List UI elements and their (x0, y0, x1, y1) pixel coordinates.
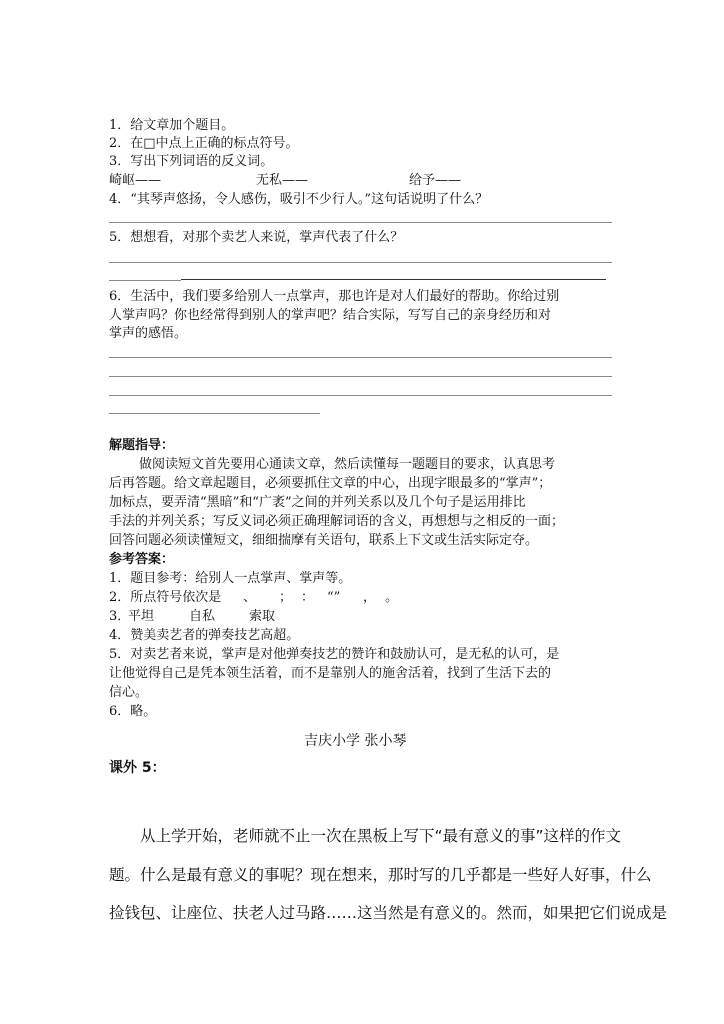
answer-5-line-3: 信心。 (109, 685, 149, 700)
answer-3-word-1: 平坦 (128, 609, 155, 624)
answer-3-prefix: 3． (109, 609, 131, 624)
guide-heading: 解题指导： (109, 438, 175, 453)
antonym-word-2: 无私—— (256, 173, 309, 188)
answers-heading: 参考答案： (109, 552, 175, 567)
question-3: 3．写出下列词语的反义词。 (109, 154, 274, 169)
question-5: 5．想想看，对那个卖艺人来说，掌声代表了什么？ (109, 230, 404, 245)
guide-line-5: 回答问题必须读懂短文，细细揣摩有关语句，联系上下文或生活实际定夺。 (109, 533, 539, 548)
punct-mark-2: ； (279, 590, 293, 605)
answer-line-q6-b (109, 376, 612, 377)
answer-line-q6-d (109, 413, 320, 414)
answer-6: 6．略。 (109, 704, 157, 719)
question-1: 1．给文章加个题目。 (109, 118, 235, 133)
antonym-word-1: 崎岖—— (109, 173, 162, 188)
answer-2 (109, 589, 429, 606)
punct-mark-5: ， (363, 590, 377, 605)
punct-mark-1: 、 (243, 590, 257, 605)
essay-line-1: 从上学开始，老师就不止一次在黑板上写下“最有意义的事”这样的作文 (140, 827, 622, 845)
answer-3 (109, 608, 349, 625)
antonym-word-3: 给予—— (409, 173, 462, 188)
punct-mark-3: ： (301, 590, 315, 605)
author-credit: 吉庆小学 张小琴 (304, 733, 407, 749)
question-4: 4．“其琴声悠扬，令人感伤，吸引不少行人。”这句话说明了什么？ (109, 192, 489, 207)
answer-line-q6-a (109, 357, 612, 358)
answer-line-q5-c (181, 279, 606, 280)
guide-line-1: 做阅读短文首先要用心通读文章，然后读懂每一题题目的要求，认真思考 (139, 457, 556, 472)
answer-line-q5-a (109, 262, 612, 263)
punct-mark-6: 。 (385, 590, 399, 605)
guide-line-2: 后再答题。给文章起题目，必须要抓住文章的中心，出现字眼最多的“掌声”； (109, 476, 552, 491)
guide-line-4: 手法的并列关系；写反义词必须正确理解词语的含义，再想想与之相反的一面； (109, 514, 565, 529)
answer-line-q5-b (109, 280, 181, 281)
guide-line-3: 加标点，要弄清“黑暗”和“广袤”之间的并列关系以及几个句子是运用排比 (109, 495, 526, 510)
question-6-line-2: 人掌声吗？你也经常得到别人的掌声吧？结合实际，写写自己的亲身经历和对 (109, 308, 552, 323)
essay-line-2: 题。什么是最有意义的事呢？现在想来，那时写的几乎都是一些好人好事，什么 (109, 866, 652, 884)
answer-line-q6-c (109, 395, 612, 396)
antonym-row (109, 172, 529, 189)
question-2: 2．在□中点上正确的标点符号。 (109, 136, 299, 151)
answer-1: 1．题目参考：给别人一点掌声、掌声等。 (109, 571, 352, 586)
answer-line-q4 (109, 222, 612, 223)
punct-mark-4: “” (327, 590, 341, 605)
answer-4: 4．赞美卖艺者的弹奏技艺高超。 (109, 628, 300, 643)
essay-line-3: 捡钱包、让座位、扶老人过马路……这当然是有意义的。然而，如果把它们说成是 (109, 904, 668, 922)
answer-2-prefix: 2．所点符号依次是 (109, 590, 222, 605)
extra-reading-heading: 课外 5： (109, 760, 166, 776)
answer-5-line-2: 让他觉得自己是凭本领生活着，而不是靠别人的施舍活着，找到了生活下去的 (109, 666, 552, 681)
answer-3-word-2: 自私 (189, 609, 216, 624)
answer-5-line-1: 5．对卖艺者来说，掌声是对他弹奏技艺的赞许和鼓励认可，是无私的认可，是 (109, 647, 560, 662)
question-6-line-3: 掌声的感悟。 (109, 326, 188, 341)
question-6-line-1: 6．生活中，我们要多给别人一点掌声，那也许是对人们最好的帮助。你给过别 (109, 289, 560, 304)
answer-3-word-3: 索取 (249, 609, 276, 624)
